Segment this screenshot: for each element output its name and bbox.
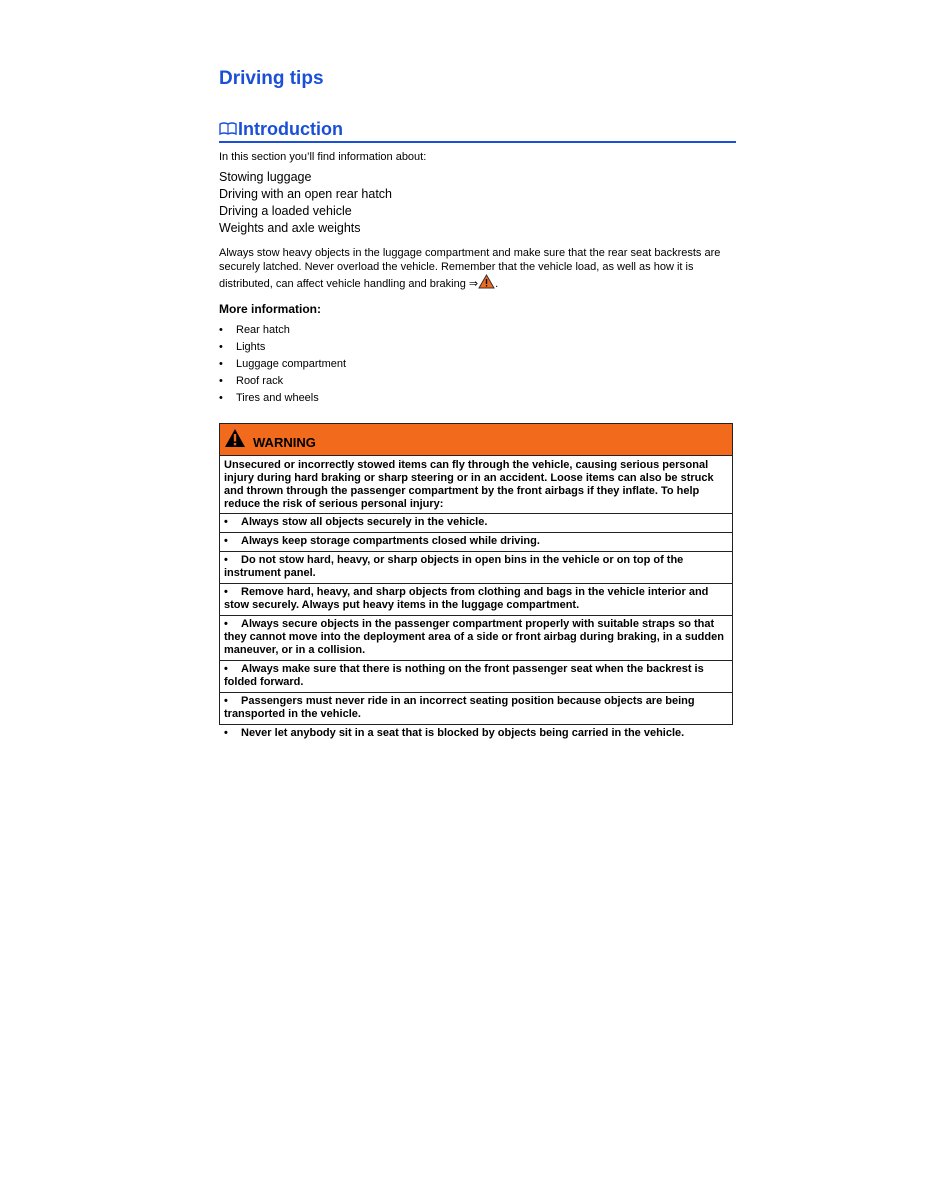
warning-item-text: Never let anybody sit in a seat that is blocked by objects being carried in the vehicle. xyxy=(241,727,685,739)
topic-item: Stowing luggage xyxy=(219,170,312,184)
section-header xyxy=(219,118,736,143)
warning-triangle-icon xyxy=(224,428,246,448)
warning-label: WARNING xyxy=(253,435,316,450)
more-info-link-roof-rack[interactable]: • Roof rack xyxy=(219,373,346,390)
warning-item xyxy=(220,583,732,613)
body-paragraph xyxy=(219,247,736,292)
warning-reference-icon[interactable] xyxy=(478,274,495,289)
warning-item-text: Always stow all objects securely in the vehicle. xyxy=(241,516,488,528)
topic-item: Driving with an open rear hatch xyxy=(219,187,393,201)
bullet-icon: • xyxy=(224,618,228,630)
bullet-icon: • xyxy=(224,516,228,528)
warning-item-text: Always make sure that there is nothing on the front passenger seat when the backrest is folded forward. xyxy=(224,663,704,688)
section-title: Introduction xyxy=(238,119,343,139)
warning-item-text: Always keep storage compartments closed while driving. xyxy=(241,535,540,547)
warning-intro: Unsecured or incorrectly stowed items can fly through the vehicle, causing serious personal injury during hard braking or sharp steering or in an accident. Loose items can also be struck and thrown through the passenger compartment by the front airbags if they inflate. To help reduce the risk of serious personal injury: xyxy=(224,459,714,510)
warning-item xyxy=(220,513,732,530)
book-icon xyxy=(219,122,237,136)
topic-item: Driving a loaded vehicle xyxy=(219,204,352,218)
topic-list xyxy=(219,169,392,237)
bullet-icon: • xyxy=(224,695,228,707)
more-info-link-lights[interactable]: • Lights xyxy=(219,339,346,356)
warning-item-text: Remove hard, heavy, and sharp objects from clothing and bags in the vehicle interior and stow securely. Always put heavy items in the luggage compartment. xyxy=(224,586,709,611)
warning-item-text: Always secure objects in the passenger compartment properly with suitable straps so that they cannot move into the deployment area of a side or front airbag during braking, in a sudden maneuver, or in a collision. xyxy=(224,618,724,656)
warning-item-text: Passengers must never ride in an incorrect seating position because objects are being transported in the vehicle. xyxy=(224,695,695,720)
chapter-title: Driving tips xyxy=(219,68,324,89)
warning-item xyxy=(220,551,732,581)
warning-header xyxy=(220,424,732,456)
more-information-list xyxy=(219,322,346,407)
bullet-icon: • xyxy=(224,535,228,547)
intro-lead: In this section you’ll find information about: xyxy=(219,151,427,163)
warning-item xyxy=(220,692,732,722)
topic-item: Weights and axle weights xyxy=(219,221,361,235)
bullet-icon: • xyxy=(224,663,228,675)
body-paragraph-end: . xyxy=(495,278,499,290)
warning-item xyxy=(220,615,732,658)
warning-list xyxy=(224,513,728,741)
warning-item xyxy=(220,660,732,690)
more-info-link-tires-and-wheels[interactable]: • Tires and wheels xyxy=(219,390,346,407)
bullet-icon: • xyxy=(224,586,228,598)
warning-item xyxy=(220,724,732,741)
bullet-icon: • xyxy=(224,727,228,739)
warning-box xyxy=(219,423,733,739)
warning-body xyxy=(220,456,732,741)
more-information-label: More information: xyxy=(219,302,321,316)
bullet-icon: • xyxy=(224,554,228,566)
warning-item xyxy=(220,532,732,549)
body-paragraph-text: Always stow heavy objects in the luggage compartment and make sure that the rear seat backrests are securely latched. Never overload the vehicle. Remember that the vehicle load, as well as how it is distributed, can affect vehicle handling and braking ⇒ xyxy=(219,247,721,290)
more-info-link-luggage-compartment[interactable]: • Luggage compartment xyxy=(219,356,346,373)
more-info-link-rear-hatch[interactable]: • Rear hatch xyxy=(219,322,346,339)
warning-item-text: Do not stow hard, heavy, or sharp objects in open bins in the vehicle or on top of the instrument panel. xyxy=(224,554,684,579)
